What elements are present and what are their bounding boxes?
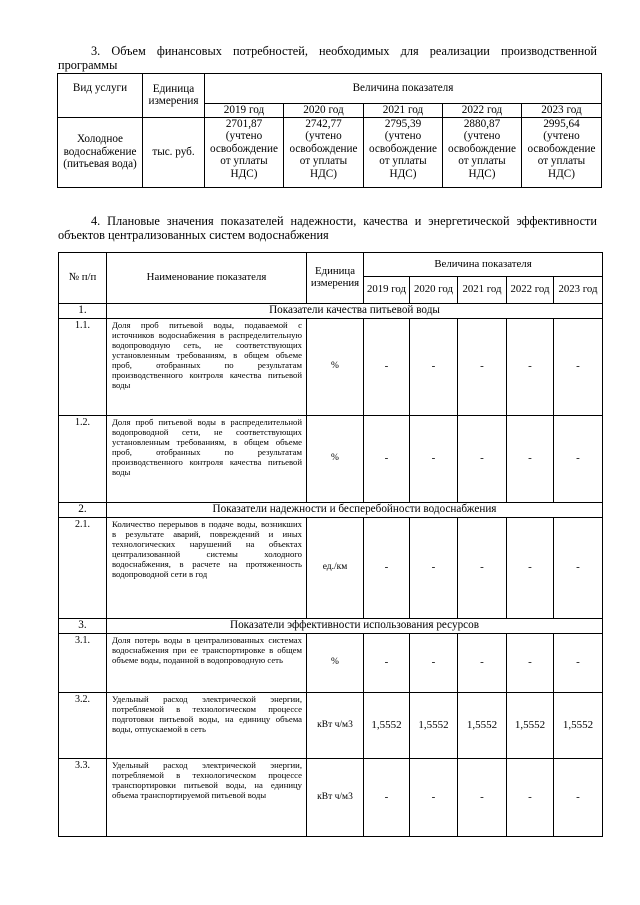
indicator-value: -: [507, 518, 554, 619]
indicator-value: -: [410, 759, 458, 837]
finance-cell: [364, 117, 443, 187]
finance-amount: 2742,77: [305, 117, 342, 130]
col-header-service: Вид услуги: [58, 74, 143, 118]
section-4-heading: 4. Плановые значения показателей надежности, качества и энергетической эффективности объектов централизованных систем водоснабжения: [58, 214, 597, 242]
indicator-value: 1,5552: [507, 693, 554, 759]
indicator-value: -: [458, 634, 507, 693]
indicator-value: -: [458, 518, 507, 619]
indicator-value: -: [507, 319, 554, 416]
indicator-name: Доля проб питьевой воды в распределительной водопроводной сети, не соответствующих установленным требованиям, в общем объеме проб, отобранных по результатам производственного контроля качества питьевой воды: [107, 416, 307, 503]
indicator-value: -: [364, 634, 410, 693]
indicator-unit: %: [307, 634, 364, 693]
indicator-value: -: [364, 759, 410, 837]
year-header: 2023 год: [522, 104, 602, 118]
finance-note: (учтено освобождение от уплаты НДС): [289, 130, 358, 180]
group-title: Показатели качества питьевой воды: [107, 304, 603, 319]
row-num: 3.3.: [59, 759, 107, 837]
indicator-value: 1,5552: [458, 693, 507, 759]
finance-cell: [284, 117, 364, 187]
year-header: 2020 год: [284, 104, 364, 118]
finance-cell: [522, 117, 602, 187]
finance-note: (учтено освобождение от уплаты НДС): [527, 130, 596, 180]
indicator-value: -: [554, 319, 603, 416]
service-unit: тыс. руб.: [143, 117, 205, 187]
service-name: Холодное водоснабжение (питьевая вода): [58, 117, 143, 187]
group-num: 2.: [59, 503, 107, 518]
indicator-value: -: [410, 518, 458, 619]
col-header-name: Наименование показателя: [107, 253, 307, 304]
year-header: 2022 год: [507, 277, 554, 304]
indicator-name: Удельный расход электрической энергии, потребляемой в технологическом процессе транспортировки питьевой воды, на единицу объема транспортируемой питьевой воды: [107, 759, 307, 837]
col-header-num: № п/п: [59, 253, 107, 304]
indicator-value: -: [364, 518, 410, 619]
col-header-values: Величина показателя: [205, 74, 602, 104]
group-title: Показатели эффективности использования ресурсов: [107, 619, 603, 634]
year-header: 2019 год: [205, 104, 284, 118]
indicator-value: -: [458, 416, 507, 503]
finance-amount: 2795,39: [384, 117, 422, 130]
indicators-table: [58, 252, 603, 837]
indicator-value: -: [410, 634, 458, 693]
group-title: Показатели надежности и бесперебойности водоснабжения: [107, 503, 603, 518]
indicator-value: -: [410, 319, 458, 416]
indicator-name: Доля потерь воды в централизованных системах водоснабжения при ее транспортировке в общем объеме воды, поданной в водопроводную сеть: [107, 634, 307, 693]
col-header-unit: Единица измерения: [307, 253, 364, 304]
indicator-value: 1,5552: [364, 693, 410, 759]
indicator-name: Удельный расход электрической энергии, потребляемой в технологическом процессе подготовки питьевой воды, на единицу объема воды, отпускаемой в сеть: [107, 693, 307, 759]
year-header: 2020 год: [410, 277, 458, 304]
finance-note: (учтено освобождение от уплаты НДС): [448, 130, 516, 180]
section-3-heading: 3. Объем финансовых потребностей, необходимых для реализации производственной программы: [58, 44, 597, 72]
indicator-value: 1,5552: [410, 693, 458, 759]
indicator-value: -: [507, 759, 554, 837]
finance-note: (учтено освобождение от уплаты НДС): [369, 130, 437, 180]
col-header-unit: Единица измерения: [143, 74, 205, 118]
year-header: 2022 год: [443, 104, 522, 118]
row-num: 3.1.: [59, 634, 107, 693]
finance-amount: 2995,64: [543, 117, 580, 130]
indicator-name: Количество перерывов в подаче воды, возникших в результате аварий, повреждений и иных технологических нарушений на объектах централизованной системы холодного водоснабжения, в расчете на протяженность водопроводной сети в год: [107, 518, 307, 619]
indicator-value: -: [410, 416, 458, 503]
finance-note: (учтено освобождение от уплаты НДС): [210, 130, 278, 180]
indicator-value: 1,5552: [554, 693, 603, 759]
row-num: 1.1.: [59, 319, 107, 416]
indicator-value: -: [507, 416, 554, 503]
indicator-value: -: [554, 518, 603, 619]
group-num: 3.: [59, 619, 107, 634]
finance-cell: [205, 117, 284, 187]
indicator-unit: кВт ч/м3: [307, 759, 364, 837]
indicator-unit: %: [307, 416, 364, 503]
indicator-value: -: [554, 416, 603, 503]
indicator-unit: %: [307, 319, 364, 416]
financial-needs-table: [57, 73, 602, 188]
indicator-value: -: [364, 416, 410, 503]
indicator-unit: ед./км: [307, 518, 364, 619]
finance-amount: 2701,87: [225, 117, 263, 130]
finance-amount: 2880,87: [463, 117, 501, 130]
indicator-value: -: [554, 634, 603, 693]
indicator-value: -: [507, 634, 554, 693]
group-num: 1.: [59, 304, 107, 319]
row-num: 3.2.: [59, 693, 107, 759]
year-header: 2021 год: [458, 277, 507, 304]
indicator-unit: кВт ч/м3: [307, 693, 364, 759]
indicator-value: -: [364, 319, 410, 416]
row-num: 1.2.: [59, 416, 107, 503]
year-header: 2023 год: [554, 277, 603, 304]
indicator-name: Доля проб питьевой воды, подаваемой с источников водоснабжения в распределительную водопроводную сеть, не соответствующих установленным требованиям, в общем объеме проб, отобранных по результатам производственного контроля качества питьевой воды: [107, 319, 307, 416]
indicator-value: -: [458, 319, 507, 416]
col-header-values: Величина показателя: [364, 253, 603, 277]
year-header: 2021 год: [364, 104, 443, 118]
row-num: 2.1.: [59, 518, 107, 619]
year-header: 2019 год: [364, 277, 410, 304]
indicator-value: -: [554, 759, 603, 837]
indicator-value: -: [458, 759, 507, 837]
finance-cell: [443, 117, 522, 187]
